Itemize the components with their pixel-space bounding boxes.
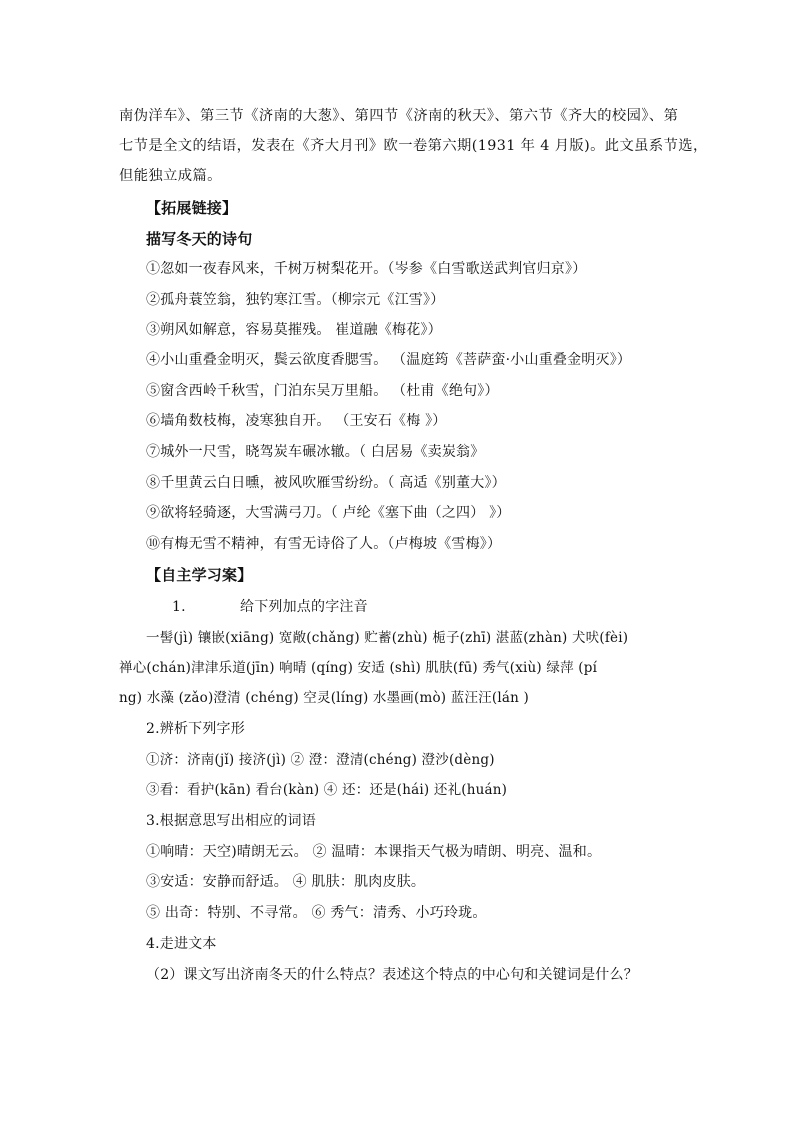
q3-line-1: ①响晴：天空)晴朗无云。 ② 温晴：本课指天气极为晴朗、明亮、温和。 [146,844,602,860]
q2-line-2: ③看：看护(kān) 看台(kàn) ④ 还：还是(hái) 还礼(huán) [146,782,508,798]
question-4-prompt: （2）课文写出济南冬天的什么特点？表述这个特点的中心句和关键词是什么？ [146,967,638,983]
intro-line-1: 南伪洋车》、第三节《济南的大葱》、第四节《济南的秋天》、第六节《齐大的校园》、第 [119,108,679,124]
poem-line-10: ⑩有梅无雪不精神，有雪无诗俗了人。（卢梅坡《雪梅》） [146,536,502,552]
q2-line-1: ①济：济南(jǐ) 接济(jì) ② 澄：澄清(chéng) 澄沙(dèng) [146,752,495,768]
intro-line-3: 但能独立成篇。 [119,168,222,184]
pinyin-line-2: 禅心(chán)津津乐道(jīn) 响晴 (qíng) 安适 (shì) 肌肤(fū) 秀气(xiù) 绿萍 (pí [119,660,598,676]
question-3-title: 3.根据意思写出相应的词语 [146,813,316,829]
section-heading-self-study: 【自主学习案】 [146,566,253,584]
intro-line-2: 七节是全文的结语，发表在《齐大月刊》欧一卷第六期(1931 年 4 月版)。此文虽系节选， [119,138,708,154]
poem-line-6: ⑥墙角数枝梅，凌寒独自开。 （王安石《梅 》） [146,413,447,429]
poem-line-8: ⑧千里黄云白日曛，被风吹雁雪纷纷。（ 高适《别董大》） [146,475,506,491]
question-2-title: 2.辨析下列字形 [146,721,245,737]
pinyin-line-1: 一髻(jì) 镶嵌(xiāng) 宽敞(chǎng) 贮蓄(zhù) 栀子(zhī) 湛蓝(zhàn) 犬吠(fèi) [146,630,629,646]
subheading-winter-poems: 描写冬天的诗句 [146,230,253,248]
q3-line-2: ③安适：安静而舒适。 ④ 肌肤：肌肉皮肤。 [146,874,426,890]
poem-line-2: ②孤舟蓑笠翁，独钓寒江雪。（柳宗元《江雪》） [146,292,445,308]
poem-line-9: ⑨欲将轻骑逐，大雪满弓刀。（ 卢纶《塞下曲（之四） 》） [146,505,511,521]
pinyin-line-3: ng) 水藻 (zǎo)澄清 (chéng) 空灵(líng) 水墨画(mò) 蓝汪汪(lán ) [119,690,529,706]
poem-line-3: ③朔风如解意，容易莫摧残。 崔道融《梅花》） [146,322,442,338]
question-1-title: 给下列加点的字注音 [240,599,368,615]
poem-line-5: ⑤窗含西岭千秋雪，门泊东吴万里船。 （杜甫《绝句》） [146,383,499,399]
q3-line-3: ⑤ 出奇：特别、不寻常。 ⑥ 秀气：清秀、小巧玲珑。 [146,905,487,921]
question-1-number: 1. [172,599,186,615]
poem-line-1: ①忽如一夜春风来，千树万树梨花开。（岑参《白雪歌送武判官归京》） [146,261,587,277]
poem-line-4: ④小山重叠金明灭，鬓云欲度香腮雪。 （温庭筠《菩萨蛮·小山重叠金明灭》） [146,352,632,368]
question-4-title: 4.走进文本 [146,936,217,952]
section-heading-extension: 【拓展链接】 [146,199,238,217]
poem-line-7: ⑦城外一尺雪，晓驾炭车碾冰辙。（ 白居易《卖炭翁》 [146,444,485,460]
